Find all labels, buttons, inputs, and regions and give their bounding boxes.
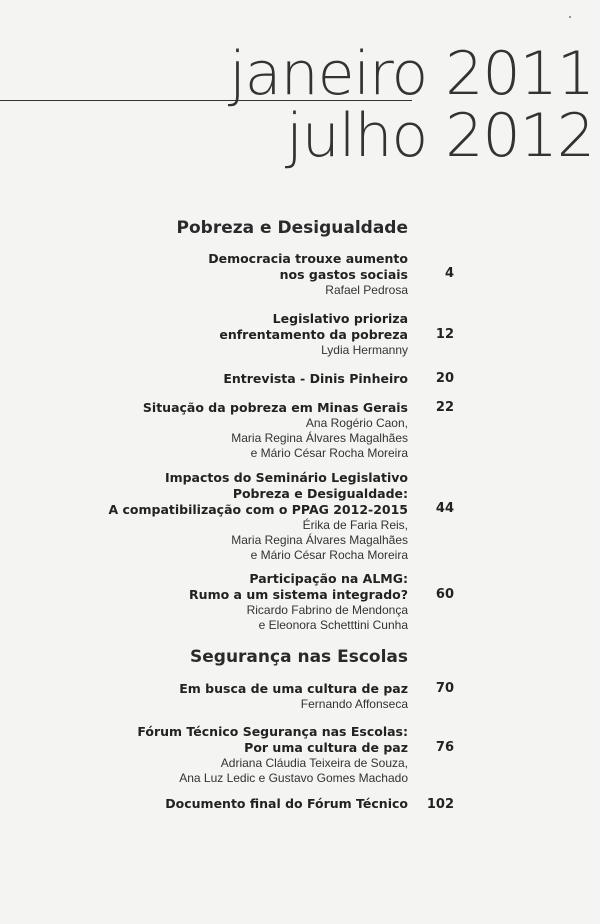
toc-entry[interactable]	[137, 724, 408, 786]
entry-author-line: Fernando Affonseca	[300, 697, 408, 711]
section-title-seguranca: Segurança nas Escolas	[190, 647, 408, 667]
entry-title-line: Legislativo prioriza	[272, 311, 408, 326]
page-number[interactable]: 102	[426, 797, 454, 812]
page-number[interactable]: 22	[435, 400, 454, 415]
page-number[interactable]: 44	[435, 501, 454, 516]
entry-author-line: Ana Rogério Caon,	[305, 416, 408, 430]
entry-author-line: Maria Regina Álvares Magalhães	[231, 533, 408, 547]
entry-title-line: A compatibilização com o PPAG 2012-2015	[108, 502, 408, 517]
page-number[interactable]: 76	[435, 740, 454, 755]
entry-author-line: e Mário César Rocha Moreira	[250, 446, 408, 460]
entry-title-line: enfrentamento da pobreza	[219, 327, 408, 342]
entry-title-line: Situação da pobreza em Minas Gerais	[142, 400, 408, 415]
toc-entry[interactable]	[143, 400, 408, 461]
entry-author-line: Érika de Faria Reis,	[302, 518, 408, 532]
print-speck	[569, 16, 571, 18]
page-number[interactable]: 20	[435, 371, 454, 386]
entry-title-line: Documento final do Fórum Técnico	[165, 796, 408, 811]
entry-title-line: Rumo a um sistema integrado?	[189, 587, 408, 602]
toc-entry[interactable]	[108, 470, 408, 563]
section-title-pobreza: Pobreza e Desigualdade	[176, 218, 408, 238]
page-number[interactable]: 4	[444, 266, 454, 281]
toc-entry[interactable]	[208, 251, 408, 298]
entry-title-line: nos gastos sociais	[279, 267, 408, 282]
entry-title-line: Impactos do Seminário Legislativo	[164, 470, 408, 485]
entry-title-line: Entrevista - Dinis Pinheiro	[223, 371, 408, 386]
entry-author-line: Adriana Cláudia Teixeira de Souza,	[220, 756, 408, 770]
toc-entry[interactable]	[165, 796, 408, 812]
page-number[interactable]: 70	[435, 681, 454, 696]
toc-entry[interactable]	[223, 371, 408, 387]
entry-title-line: Fórum Técnico Segurança nas Escolas:	[137, 724, 408, 739]
entry-author-line: e Mário César Rocha Moreira	[250, 548, 408, 562]
page-number[interactable]: 12	[435, 327, 454, 342]
entry-author-line: e Eleonora Schetttini Cunha	[258, 618, 408, 632]
issue-date-start: janeiro 2011	[229, 39, 594, 109]
entry-author-line: Rafael Pedrosa	[325, 283, 408, 297]
entry-title-line: Por uma cultura de paz	[244, 740, 408, 755]
entry-author-line: Lydia Hermanny	[321, 343, 408, 357]
entry-author-line: Ricardo Fabrino de Mendonça	[246, 603, 408, 617]
toc-entry[interactable]	[179, 681, 408, 712]
page-number[interactable]: 60	[435, 587, 454, 602]
entry-title-line: Democracia trouxe aumento	[208, 251, 408, 266]
toc-entry[interactable]	[189, 571, 408, 633]
toc-entry[interactable]	[219, 311, 408, 358]
entry-title-line: Pobreza e Desigualdade:	[232, 486, 408, 501]
entry-title-line: Participação na ALMG:	[249, 571, 408, 586]
entry-title-line: Em busca de uma cultura de paz	[179, 681, 408, 696]
entry-author-line: Maria Regina Álvares Magalhães	[231, 431, 408, 445]
entry-author-line: Ana Luz Ledic e Gustavo Gomes Machado	[179, 771, 408, 785]
issue-date-end: julho 2012	[286, 101, 594, 171]
